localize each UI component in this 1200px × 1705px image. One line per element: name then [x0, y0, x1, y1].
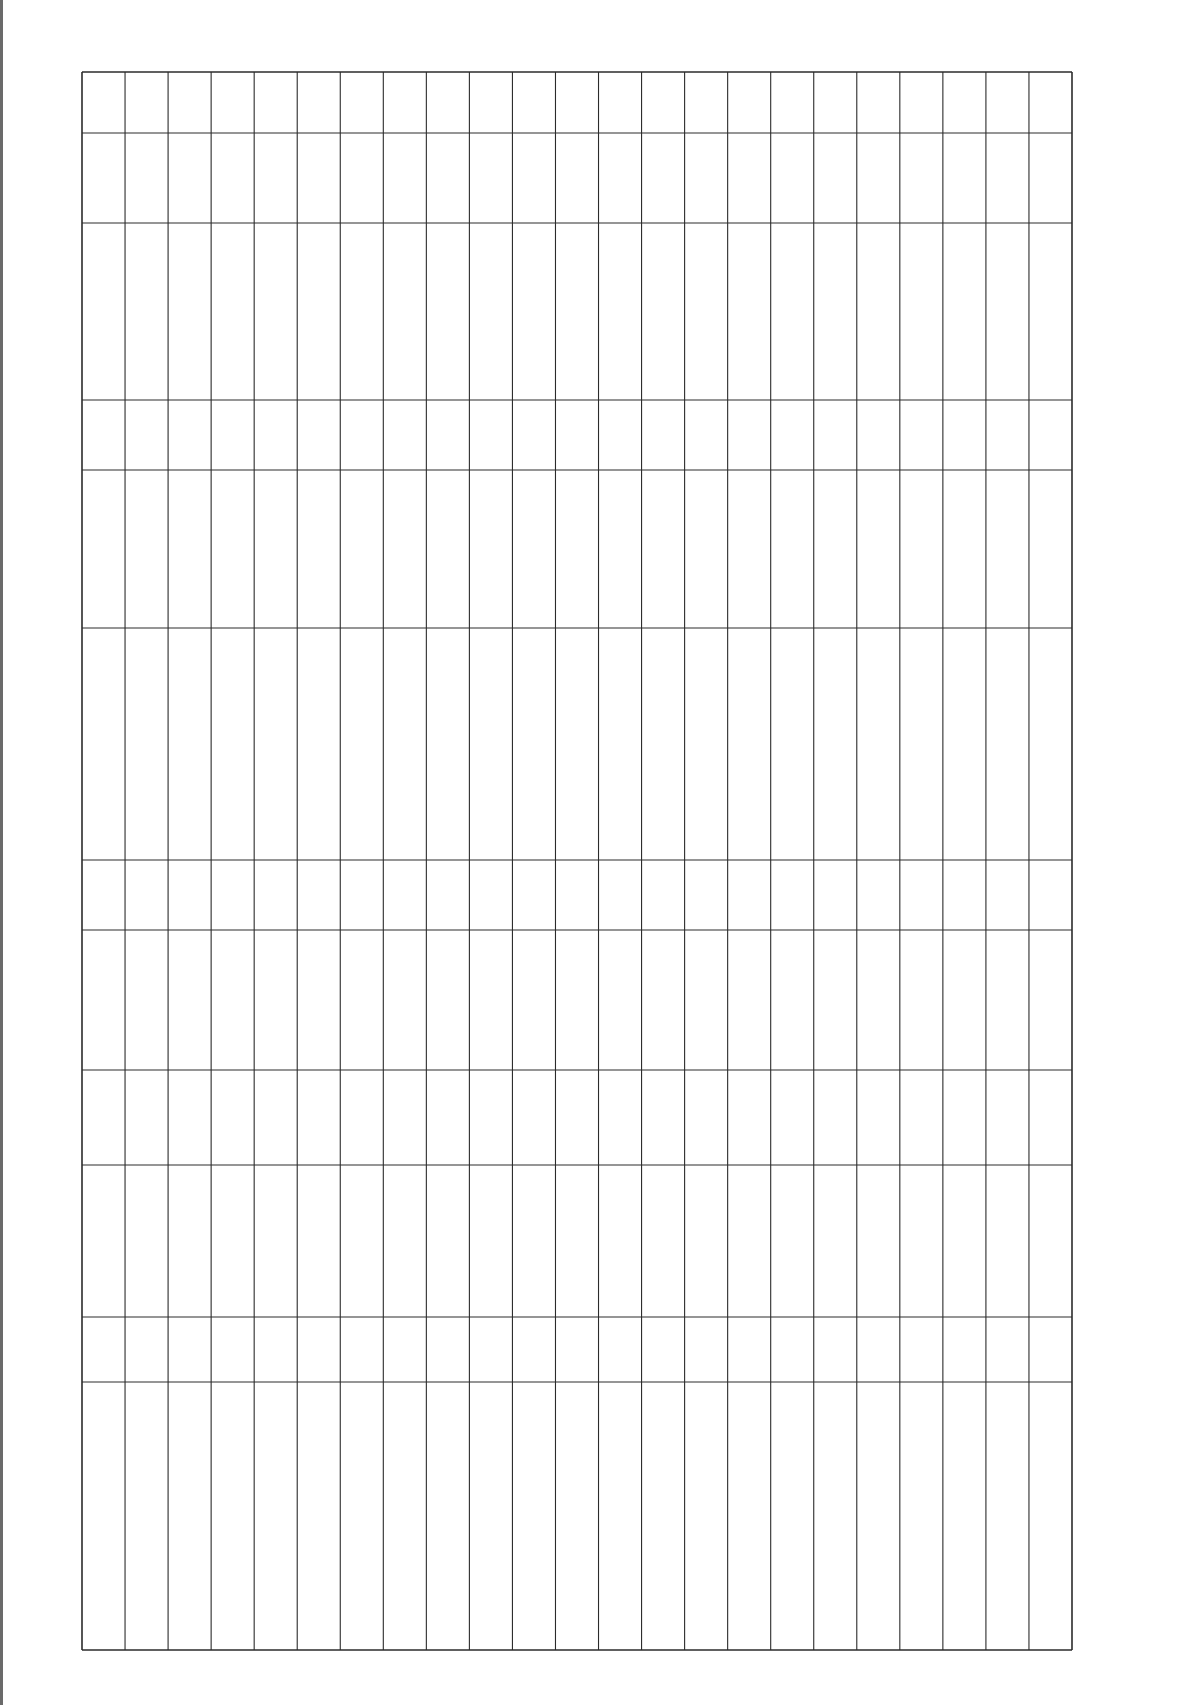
scan-edge-shadow	[0, 0, 3, 1705]
